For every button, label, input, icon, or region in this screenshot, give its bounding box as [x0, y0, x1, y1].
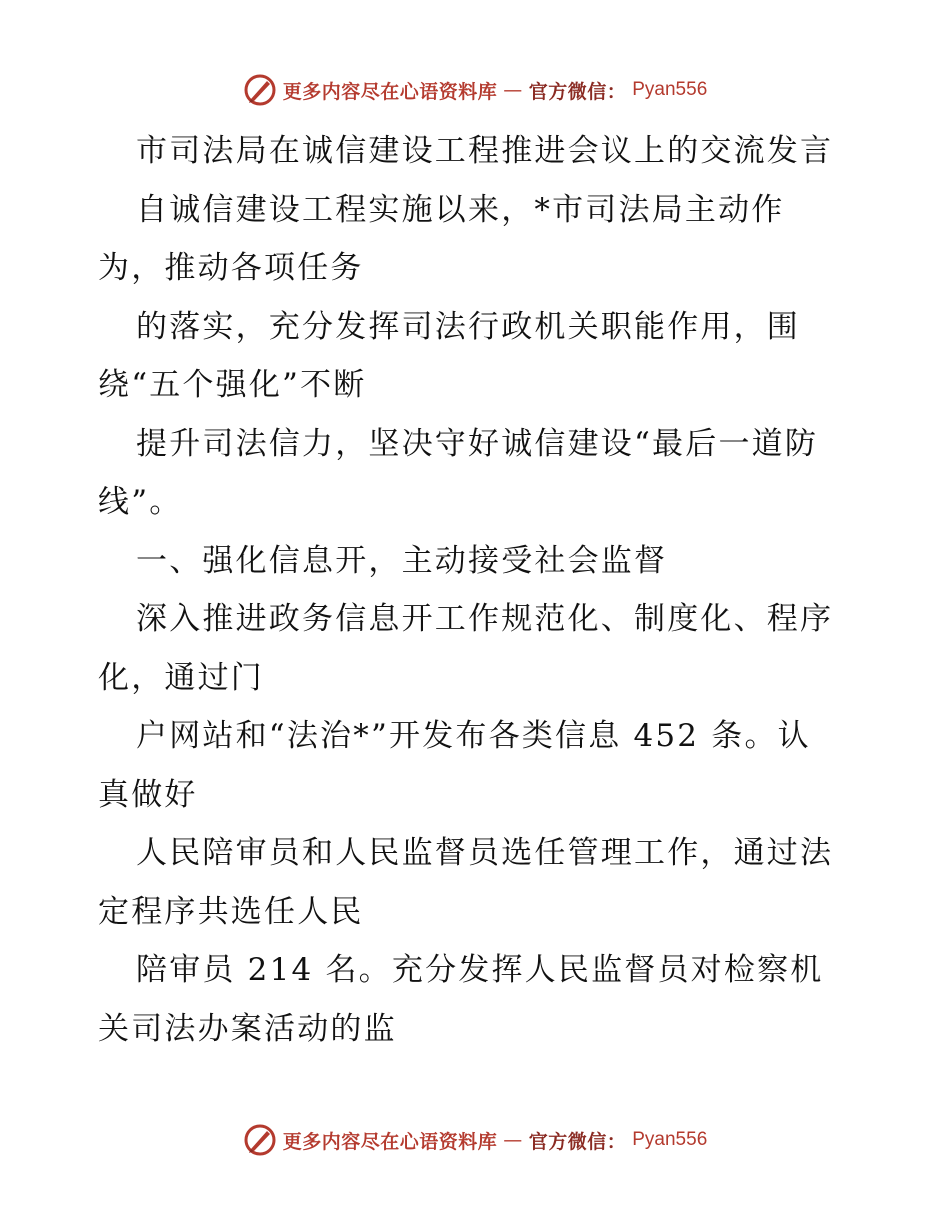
- watermark-official-label: 官方微信：: [528, 1130, 627, 1153]
- section-heading: 一、强化信息开，主动接受社会监督: [136, 542, 668, 579]
- paragraph-line: 绕“五个强化”不断: [98, 367, 367, 403]
- watermark-main-text: 更多内容尽在心语资料库: [282, 80, 498, 103]
- paragraph-line: 提升司法信力，坚决守好诚信建设“最后一道防: [136, 425, 819, 462]
- watermark-official-label: 官方微信：: [528, 80, 627, 103]
- paragraph-line: 线”。: [98, 484, 183, 520]
- document-body: [98, 122, 858, 1058]
- paragraph-line: 真做好: [98, 776, 198, 813]
- paragraph-line: 自诚信建设工程实施以来，*市司法局主动作: [136, 191, 785, 228]
- watermark-separator: —: [503, 1129, 523, 1151]
- paragraph-line: 的落实，充分发挥司法行政机关职能作用，围: [136, 308, 800, 345]
- paragraph-line: 陪审员 214 名。充分发挥人民监督员对检察机: [136, 952, 824, 988]
- watermark-id: Pyan556: [632, 1129, 708, 1150]
- paragraph-line: 化，通过门: [98, 659, 264, 696]
- paragraph-line: 户网站和“法治*”开发布各类信息 452 条。认: [136, 718, 811, 754]
- watermark-id: Pyan556: [632, 79, 708, 100]
- paragraph-line: 定程序共选任人民: [98, 893, 364, 930]
- quill-pen-circle-icon: [243, 1123, 277, 1157]
- paragraph-line: 关司法办案活动的监: [98, 1010, 397, 1047]
- quill-pen-circle-icon: [243, 73, 277, 107]
- paragraph-line: 人民陪审员和人民监督员选任管理工作，通过法: [136, 835, 834, 871]
- watermark-footer: [0, 1120, 950, 1160]
- paragraph-line: 深入推进政务信息开工作规范化、制度化、程序: [136, 601, 834, 637]
- paragraph-line: 为，推动各项任务: [98, 250, 364, 286]
- watermark-header: [0, 70, 950, 110]
- watermark-main-text: 更多内容尽在心语资料库: [282, 1130, 498, 1153]
- watermark-separator: —: [503, 79, 523, 101]
- document-title: 市司法局在诚信建设工程推进会议上的交流发言: [136, 133, 834, 169]
